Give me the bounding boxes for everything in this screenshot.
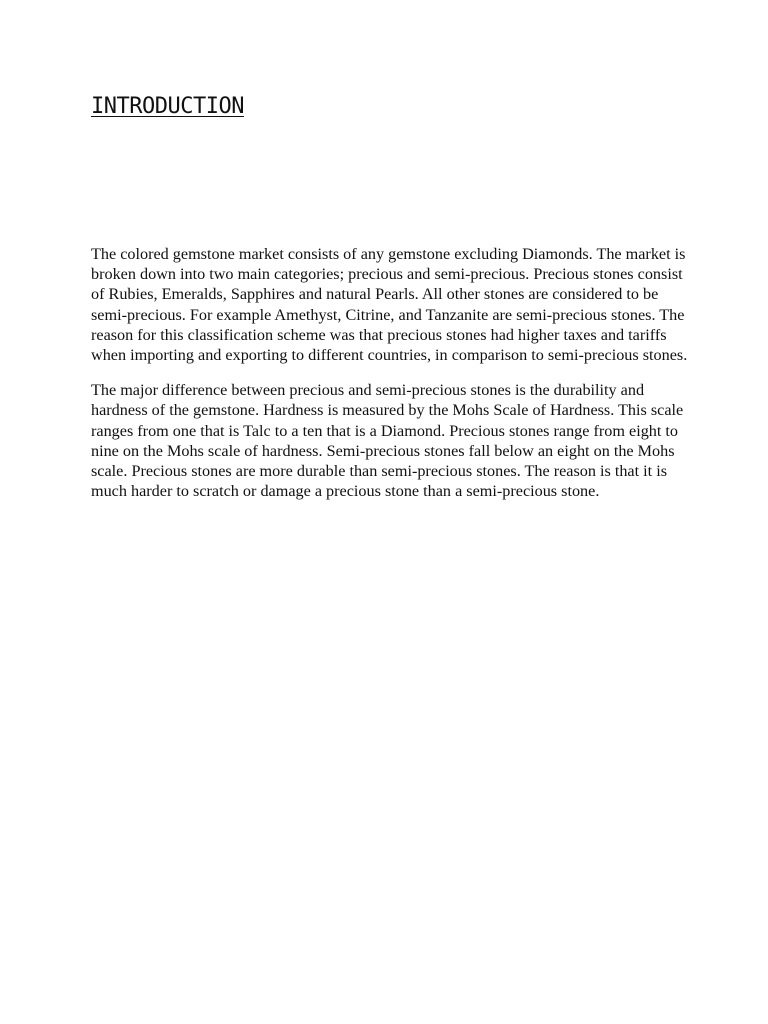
body-text [91, 244, 691, 516]
paragraph-2: The major difference between precious and semi-precious stones is the durability and hardness of the gemstone. Hardness is measured by the Mohs Scale of Hardness. This scale ranges from one that is Talc to a ten that is a Diamond. Precious stones range from eight to nine on the Mohs scale of hardness. Semi-precious stones fall below an eight on the Mohs scale. Precious stones are more durable than semi-precious stones. The reason is that it is much harder to scratch or damage a precious stone than a semi-precious stone. [91, 381, 684, 501]
page-title: INTRODUCTION [91, 94, 244, 119]
paragraph-1: The colored gemstone market consists of any gemstone excluding Diamonds. The market is broken down into two main categories; precious and semi-precious. Precious stones consist of Rubies, Emeralds, Sapphires and natural Pearls. All other stones are considered to be semi-precious. For example Amethyst, Citrine, and Tanzanite are semi-precious stones. The reason for this classification scheme was that precious stones had higher taxes and tariffs when importing and exporting to different countries, in comparison to semi-precious stones. [91, 245, 688, 365]
